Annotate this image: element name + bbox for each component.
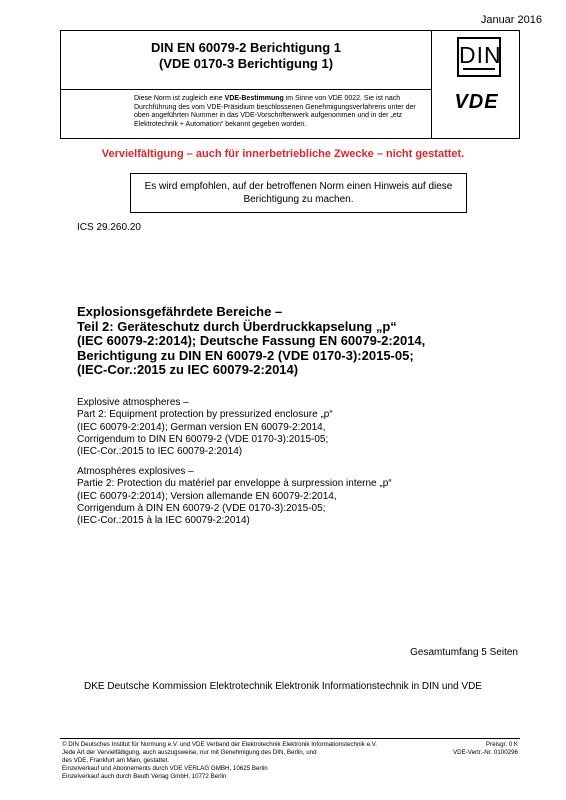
footer-price-info: Preisgr. 0 K VDE-Vertr.-Nr. 0100296 [453, 741, 518, 756]
title-german: Explosionsgefährdete Bereiche – Teil 2: Geräteschutz durch Überdruckkapselung „p“ (IEC 60079-2:2014); Deutsche Fassung EN 60079-2:2014, Berichtigung zu DIN EN 60079-2 (VDE 0170-3):2015-05; (IEC-Cor.:2015 zu IEC 60079-2:2014) [77, 304, 426, 377]
footer-copyright: © DIN Deutsches Institut für Normung e.V. und VDE Verband der Elektrotechnik Elektronik Informationstechnik e.V. Jede Art der Vervielfältigung, auch auszugsweise, nur mit Genehmigung des DIN, Berlin, und des VDE, Frankfurt am Main, gestattet. Einzelverkauf und Abonnements durch VDE VERLAG GMBH, 10625 Berlin Einzelverkauf auch durch Beuth Verlag GmbH, 10772 Berlin [62, 741, 378, 780]
recommendation-box: Es wird empfohlen, auf der betroffenen Norm einen Hinweis auf diese Berichtigung zu machen. [130, 173, 467, 213]
dke-line: DKE Deutsche Kommission Elektrotechnik Elektronik Informationstechnik in DIN und VDE [84, 681, 482, 692]
footer-divider [60, 738, 520, 739]
vde-logo: VDE [454, 91, 499, 113]
copy-warning: Vervielfältigung – auch für innerbetriebliche Zwecke – nicht gestattet. [101, 148, 465, 160]
ics-code: ICS 29.260.20 [77, 222, 141, 233]
document-title [61, 40, 431, 72]
title-french: Atmosphères explosives – Partie 2: Protection du matériel par enveloppe à surpression interne „p“ (IEC 60079-2:2014); Version allemande EN 60079-2:2014, Corrigendum à DIN EN 60079-2 (VDE 0170-3):2015-05; (IEC-Cor.:2015 à la IEC 60079-2:2014) [77, 466, 392, 527]
header-divider [61, 89, 431, 90]
page-count: Gesamtumfang 5 Seiten [410, 647, 518, 658]
title-english: Explosive atmospheres – Part 2: Equipment protection by pressurized enclosure „p“ (IEC 60079-2:2014); German version EN 60079-2:2014, Corrigendum to DIN EN 60079-2 (VDE 0170-3):2015-05; (IEC-Cor.:2015 to IEC 60079-2:2014) [77, 397, 333, 458]
publication-date: Januar 2016 [480, 14, 542, 26]
din-logo: DIN [457, 37, 501, 77]
header-divider [431, 31, 432, 138]
document-header [60, 30, 520, 139]
vde-number: (VDE 0170-3 Berichtigung 1) [158, 56, 334, 71]
vde-notice: Diese Norm ist zugleich eine VDE-Bestimmung im Sinne von VDE 0022. Sie ist nach Durchführung des vom VDE-Präsidium beschlossenen Genehmigungsverfahrens unter der oben angeführten Nummer in das VDE-Vorschriftenwerk aufgenommen und in der „etz Elektrotechnik + Automation“ bekannt gegeben worden. [134, 95, 416, 128]
document-number: DIN EN 60079-2 Berichtigung 1 [151, 40, 341, 55]
